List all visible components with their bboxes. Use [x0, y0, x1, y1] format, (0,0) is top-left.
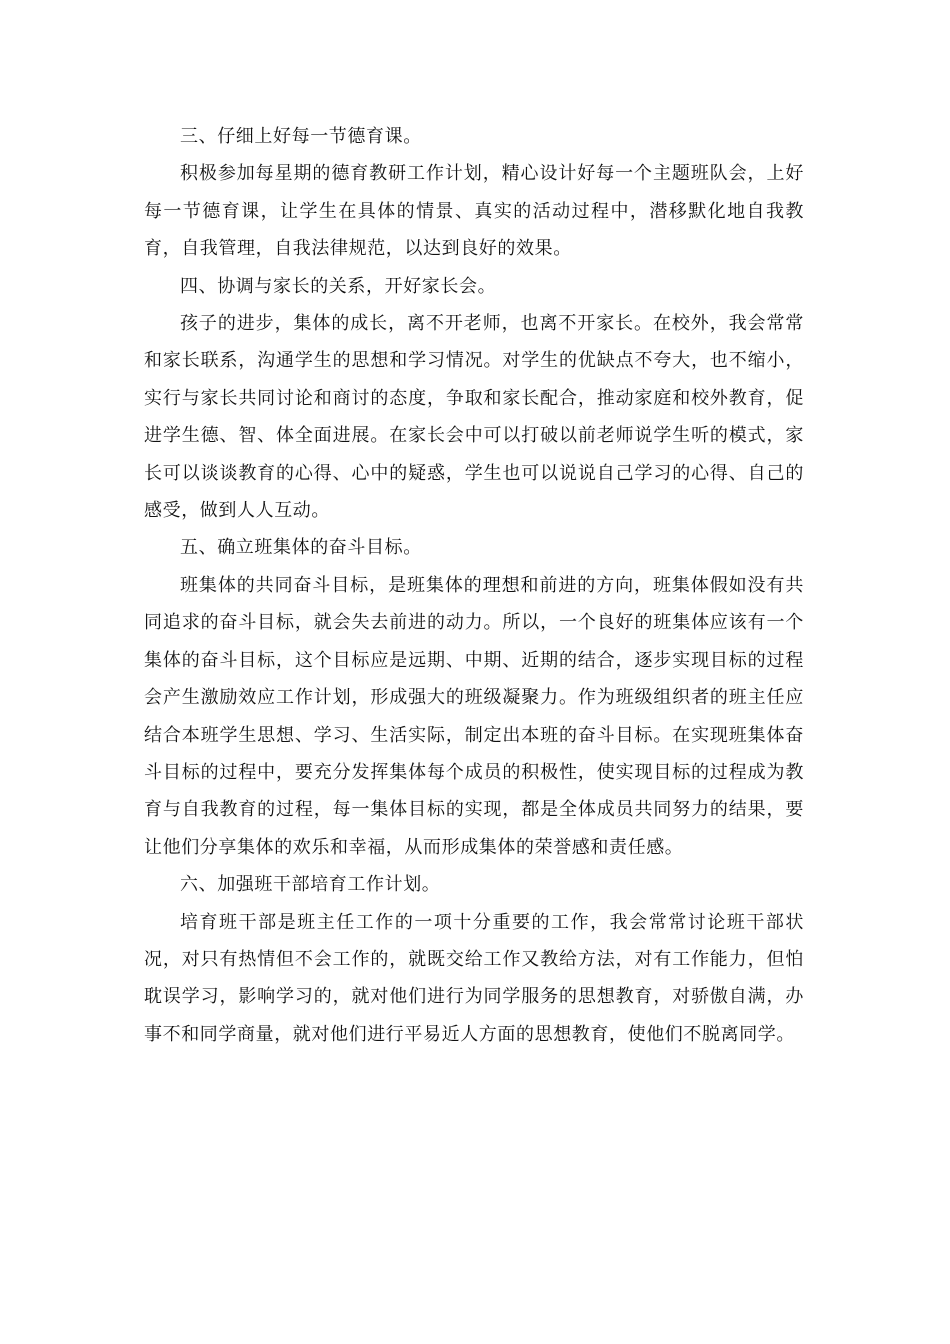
section-body-4: 孩子的进步，集体的成长，离不开老师，也离不开家长。在校外，我会常常和家长联系，沟通学生的思想和学习情况。对学生的优缺点不夸大，也不缩小，实行与家长共同讨论和商讨的态度，争取和家长配合，推动家庭和校外教育，促进学生德、智、体全面进展。在家长会中可以打破以前老师说学生听的模式，家长可以谈谈教育的心得、心中的疑惑，学生也可以说说自己学习的心得、自己的感受，做到人人互动。 [144, 313, 804, 522]
section-heading-4: 四、协调与家长的关系，开好家长会。 [180, 275, 497, 297]
section-heading-5: 五、确立班集体的奋斗目标。 [180, 537, 422, 559]
section-body-5: 班集体的共同奋斗目标，是班集体的理想和前进的方向，班集体假如没有共同追求的奋斗目标，就会失去前进的动力。所以，一个良好的班集体应该有一个集体的奋斗目标，这个目标应是远期、中期、近期的结合，逐步实现目标的过程会产生激励效应工作计划，形成强大的班级凝聚力。作为班级组织者的班主任应结合本班学生思想、学习、生活实际，制定出本班的奋斗目标。在实现班集体奋斗目标的过程中，要充分发挥集体每个成员的积极性，使实现目标的过程成为教育与自我教育的过程，每一集体目标的实现，都是全体成员共同努力的结果，要让他们分享集体的欢乐和幸福，从而形成集体的荣誉感和责任感。 [144, 574, 804, 858]
section-heading-3: 三、仔细上好每一节德育课。 [180, 126, 422, 147]
section-heading-6: 六、加强班干部培育工作计划。 [180, 874, 441, 896]
document-body [144, 118, 804, 1053]
section-body-3: 积极参加每星期的德育教研工作计划，精心设计好每一个主题班队会，上好每一节德育课，让学生在具体的情景、真实的活动过程中，潜移默化地自我教育，自我管理，自我法律规范，以达到良好的效果。 [144, 163, 804, 260]
section-body-6: 培育班干部是班主任工作的一项十分重要的工作，我会常常讨论班干部状况，对只有热情但不会工作的，就既交给工作又教给方法，对有工作能力，但怕耽误学习，影响学习的，就对他们进行为同学服务的思想教育，对骄傲自满，办事不和同学商量，就对他们进行平易近人方面的思想教育，使他们不脱离同学。 [144, 911, 804, 1045]
